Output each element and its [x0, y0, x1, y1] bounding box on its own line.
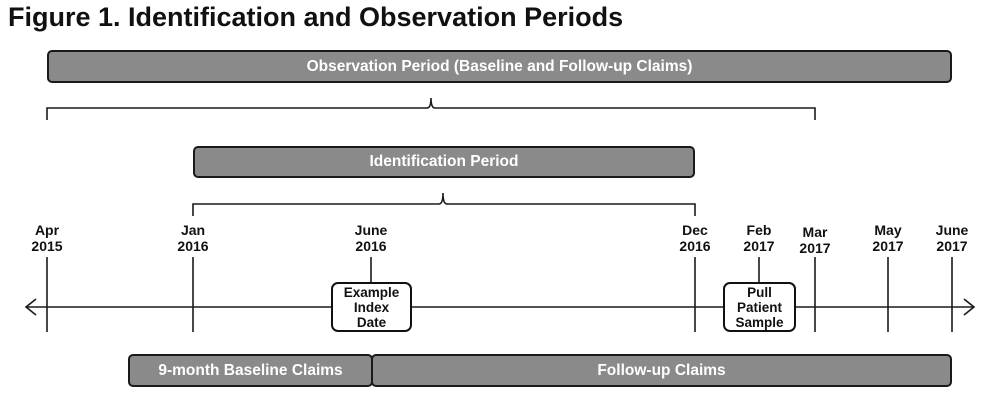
date-month: May — [874, 222, 902, 238]
date-year: 2016 — [355, 238, 387, 254]
event-line: Example — [343, 284, 400, 300]
followup-claims-label: Follow-up Claims — [597, 361, 726, 379]
event-line: Index — [353, 299, 390, 315]
date-year: 2017 — [936, 238, 968, 254]
pull-patient-sample-box — [723, 282, 796, 332]
date-month: Mar — [802, 224, 828, 240]
date-month: June — [935, 222, 969, 238]
baseline-claims-label: 9-month Baseline Claims — [158, 361, 343, 379]
date-year: 2017 — [872, 238, 904, 254]
observation-brace — [47, 98, 815, 120]
date-year: 2016 — [177, 238, 209, 254]
date-year: 2017 — [799, 240, 831, 256]
date-month: Dec — [682, 222, 708, 238]
identification-brace — [193, 193, 695, 216]
figure-title: Figure 1. Identification and Observation Periods — [8, 2, 624, 32]
date-label-mar-2017 — [780, 224, 850, 256]
date-month: Feb — [746, 222, 772, 238]
date-month: Apr — [34, 222, 60, 238]
example-index-date-box — [331, 282, 412, 332]
date-label-may-2017 — [853, 222, 923, 254]
event-line: Sample — [735, 314, 784, 330]
identification-period-label: Identification Period — [369, 153, 519, 170]
date-label-dec-2016 — [660, 222, 730, 254]
event-line: Pull — [747, 284, 772, 300]
date-label-apr-2015 — [12, 222, 82, 254]
date-month: June — [354, 222, 388, 238]
date-year: 2016 — [679, 238, 711, 254]
event-line: Date — [356, 314, 387, 330]
date-label-jan-2016 — [158, 222, 228, 254]
date-year: 2017 — [743, 238, 775, 254]
date-label-june-2016 — [336, 222, 406, 254]
date-month: Jan — [180, 222, 206, 238]
date-label-june-2017 — [917, 222, 987, 254]
event-line: Patient — [736, 299, 782, 315]
date-year: 2015 — [31, 238, 63, 254]
observation-period-label: Observation Period (Baseline and Follow-up Claims) — [306, 57, 693, 75]
